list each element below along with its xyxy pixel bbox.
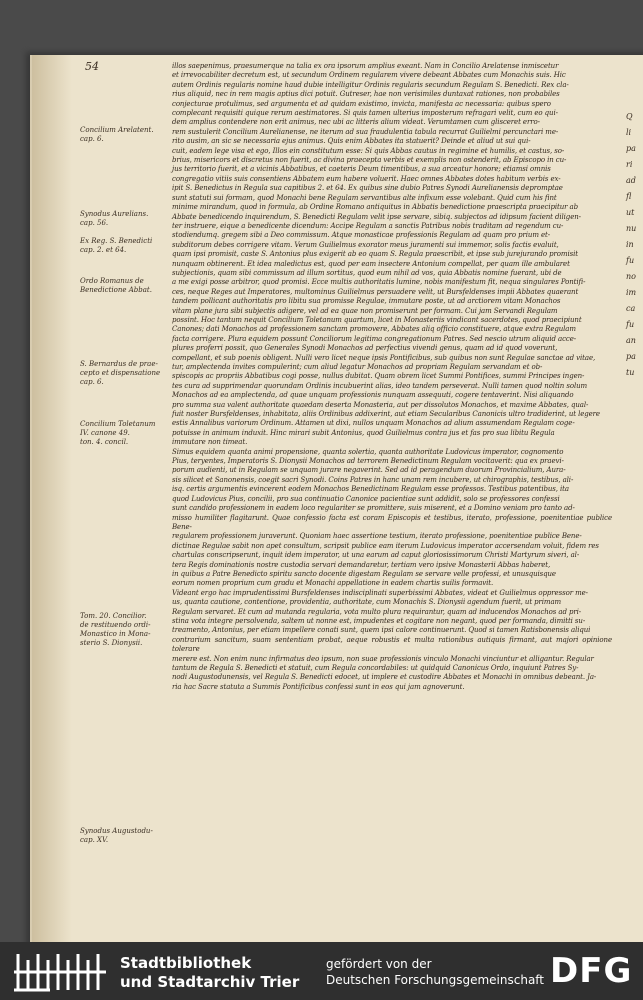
next-page-letters: no bbox=[626, 272, 636, 281]
next-page-letters: in bbox=[626, 240, 634, 249]
next-page-letters: ad bbox=[626, 176, 636, 185]
next-page-letters: fl bbox=[626, 192, 632, 201]
marginal-note: Ex Reg. S. Benedicti cap. 2. et 64. bbox=[80, 237, 153, 254]
next-page-letters: fu bbox=[626, 256, 635, 265]
footer-banner bbox=[0, 942, 643, 1000]
page-body-text: illos saepenimus, praesumerque na talia ex ora ipsorum amplius exeant. Nam in Concilio Arelatense inmiscetur et irrevocabiliter decretum est, ut secundum Ordinem regularem vivere debeant Abbates cum Monachis suis. Hic autem Ordinis regularis nomine haud dubie intelligitur Ordinis regularis secundum Regulam S. Benedicti. Rex cla- rius aliquid, nec in rem magis aptius dici potuit. Gutreser, hae non verisimiles duntaxat rationes, non probabiles conjecturae protulimus, sed argumenta et ad quidam existimo, invicta, manifesta ac necessaria: quibus spero complecant requisiti quique rerum aestimatores. Si quis tamen ulterius imposterum refragari velit, cum eo qui- dem amplius contendere non erit animus, nec ubi ac litteris alium videat. Verumtamen cum glisceret erro- rem sustulerit Concilium Aurelianense, ne iterum ad sua fraudulentia tabula recurrat Guilielmi percunctari me- rito ausim, an sic se necessaria ejus animus. Quis enim Abbates ita statuerit? Deinde et aliud ut sui qui- cuit, eadem lege visa et ego, Illos ein constitutum esse: Si quis Abbas cautus in regimine et humilis, et castus, so- brius, misericors et discretus non fuerit, ac divina praecepta verbis et exemplis non ostenderit, ab Episcopo in cu- jus territorio fuerit, et a vicinis Abbatibus, et caeteris Deum timentibus, a sua arceatur honore; etiamsi omnis congregatio vitiis suis consentiens Abbatem eum habere voluerit. Haec omnes Abbates dotes habitum verbis ex- ipit S. Benedictus in Regula sua capitibus 2. et 64. Ex quibus sine dubio Patres Synodi Aurelianensis depromptae sunt statuti sui formam, quod Monachi bene Regulam servantibus alte infixum esse volebant. Quid cum his fint minime mirandum, quod in formula, ab Ordine Romano antiquitus in Abbatis benedictione praescripta praecipitur ab Abbate benedicendo inquirendum, S. Benedicti Regulam velit ipse servare, sibiq. subjectos ad idipsum facient diligen- ter instruere, eique a benedicente dicendum: Accipe Regulam a sanctis Patribus nobis traditam ad regendum cu- stodiendumq. gregem sibi a Deo commissum. Atque monasticae professionis Regulam ad quam pro prium et- subditorum debes corrigere vitam. Verum Guilielmus exorator meus juramenti sui immemor, solis factis evaluit, quam ipsi promisit, caste S. Antonius plus exigerit ab eo quam S. Regula praescribit, et ipse sub jurejurando promisit nunquam obtinerent. Et idea maledictus est, quod per eam insectere Antonium compellat, per quam ille ambularet subjectionis, quam sibi commissum ad illum sortitus, quod eum nihil ad vos, quia Abbatis nomine fuerant, ubi de a me exigi posse arbitror, quod promisi. Ecce multis authoritatis lumine, nobis manifestum fit, nequa singulares Pontifi- ces, neque Reges aut Imperatores, multominus Guilielmus persuadere velit, ut Bursfeldenses impii Abbates quaerant tandem pollicant authoritatis pro libitu sua promisse Regulae, immutare poste, ut ad arctiorem vitam Monachos vitam plane jura sibi subjectis adigere, vel ad ea quae non promiserunt per formam. Cui jam Servandi Regulam possint. Hoc tantum nequit Concilium Toletanum quartum, licet in Monasteriis vindicant sacerdotes, quod praecipiunt Canones; dati Monachos ad professionem sanctam promovere, Abbates aliq officio constituere, atque extra Regulam facta corrigere. Plura equidem possunt Conciliorum legitima congregationum Patres. Sed nescio utrum aliquid acce- plures proferri possit, quo Generales Synodi Monachos ad perfectius vivendi genus, quam ad id quod voverunt, compellant, et sub poenis obligent. Nulli vero licet neque ipsis Pontificibus, sub quibus non sunt Regulae sanctae ad vitae, tur, amplectenda invites compulerint; cum aliud legatur Monachos ad propriam Regulam servandam et ob- spiscopis ac propriis Abbatibus cogi posse, nullus dubitat. Quam obrem licet Summi Pontifices, summi Principes ingen- tes cura ad supprimendar quorundam Ordinis incubuerint alias, ideo tandem perseverat. Nulli tamen quod noltin solum Monachos ad ea amplectenda, ad quae unquam professionis nunquam assequuti, cogere tentaverint. Nisi aliquando pro summa sua valent authoritate quaedam deserta Monasteria, aut per dissolutos Monachos, et maxime Abbates, qual- fuit noster Bursfeldenses, inhabitata, aliis Ordinibus addixerint, aut etiam Secularibus Canonicis ultro tradiderint, ut legere estis Annalibus variorum Ordinum. Attamen ut dixi, nullos unquam Monachos ad alium assumendam Regulam coge- potuisse in animum induxit. Hinc mirari subit Antonius, quod Guilielmus contra jus et fas pro sua libitu Regula immutare non timeat. Simus equidem quanta animi propensione, quanta solertia, quanta authoritate Ludovicus imperator, cognomento Pius, teryentes, Imperatoris S. Dionysii Monachos ad terrorem Benedictinum Regulam vocitaverit: qua ex praevi- porum audienti, ut in Regulam se unquam jurare negaverint. Sed ad id peragendum duorum Provincialium, Aura- sis silicet et Sanonensis, coegit sacri Synodi. Coins Patres in hanc unam rem incubere, ut chirographis, testibus, ali- isq. certis argumentis evincerent eodem Monachos Benedictinam Regulam esse professos. Testibus patentibus, ita quod Ludovicus Pius, concilii, pro sua continuatio Canonice pacientiae sunt addidit, solo se professores confessi sunt candido professionem in eadem loco regulariter se promittere, suis miserent, et a Domino veniam pro tanto ad- misso humiliter flagitarunt. Quae confessio facta est coram Episcopis et testibus, iterato, professione, poenitentiae publice Bene- regularem professionem juraverunt. Quoniam haec assertione testium, iterato professione, poenitentiae publice Bene- dictinae Regulae sabit non apet consultum, scripsit publice eam iterum Ludovicus imperator accersendam voluit, fidem res chartulas conscripserunt, inquit idem imperator, ut una earum ad caput gloriosissimorum Christi Martyrum siveri, al- tera Regis dominationis nostre custodia servari demandaretur, tertiam vero ipsive Monasterii Abbas haberet, in quibus a Patre Benedicto spiritu sancto docente digestam Regulam se servare velle professi, et unusquisque eorum nomen proprium cum gradu et Monachi appellatione in eadem chartis suilis formavit. Videant ergo hac imprudentissimi Bursfeldenses indisciplinati superbissimi Abbates, videat et Guilielmus oppressor me- us, quanta cautione, contentione, providentia, authoritate, cum Monachis S. Dionysii agendum fuerit, ut primam Regulam servaret. Et cum ad mutanda regularia, vota multo plura requirantur, quam ad inducendos Monachos ad pri- stina vota integre persolvenda, saltem ut nonne est, impudentes et cogitare non negant, quod per formanda, dimitti su- treamento, Antonius, per etiam impellere conati sunt, quem ipsi calore continuerunt. Quod si tamen Ratisbonensis aliqui contrarium sancitum, suam sententiam probat, aeque robustis et multa rationibus autiquis firmant, aut majori opinione tolerare merere est. Non enim nunc infirmatus deo ipsum, non suae professionis vinculo Monachi vinciuntur et alligantur. Regular tantum de Regula S. Benedicti et statuit, cum Regula concordabiles: ut quidquid Canonicus Ordo, inquiunt Patres Sy- nodi Augustodunensis, vel Regula S. Benedicti edocet, ut implere et custodire Abbates et Monachi in omnibus debeant. Ja- ria hac Sacre statuta a Summis Pontificibus confessi sunt in eos qui jam agnoverunt. bbox=[172, 62, 612, 691]
marginal-note: Tom. 20. Concilior. de restituendo ordi- Monastico in Mona- sterio S. Dionysii. bbox=[80, 612, 151, 647]
next-page-letters: Q bbox=[626, 112, 633, 121]
dfg-logo: DFG bbox=[550, 951, 633, 991]
marginal-note: Concilium Arelatent. cap. 6. bbox=[80, 126, 154, 143]
marginal-note: Ordo Romanus de Benedictione Abbat. bbox=[80, 277, 152, 294]
library-name-line2: und Stadtarchiv Trier bbox=[120, 973, 300, 991]
library-name-line1: Stadtbibliothek bbox=[120, 954, 252, 972]
next-page-letters: li bbox=[626, 128, 632, 137]
marginal-note: Concilium Toletanum IV. canone 49. ton. 4. concil. bbox=[80, 420, 156, 446]
marginal-note: Synodus Augustodu- cap. XV. bbox=[80, 827, 153, 844]
marginal-note: S. Bernardus de prae- cepto et dispensatione cap. 6. bbox=[80, 360, 161, 386]
marginal-note: Synodus Aurelians. cap. 56. bbox=[80, 210, 149, 227]
next-page-letters: an bbox=[626, 336, 636, 345]
trier-library-logo-icon bbox=[10, 950, 110, 992]
next-page-letters: ca bbox=[626, 304, 636, 313]
next-page-letters: ri bbox=[626, 160, 633, 169]
next-page-letters: im bbox=[626, 288, 637, 297]
next-page-letters: tu bbox=[626, 368, 635, 377]
funder-text-line2: Deutschen Forschungsgemeinschaft bbox=[326, 973, 545, 987]
page-number: 54 bbox=[85, 60, 99, 73]
next-page-letters: pa bbox=[626, 144, 636, 153]
next-page-letters: pa bbox=[626, 352, 636, 361]
next-page-letters: fu bbox=[626, 320, 635, 329]
funder-text-line1: gefördert von der bbox=[326, 957, 432, 971]
next-page-letters: ut bbox=[626, 208, 635, 217]
next-page-letters: nu bbox=[626, 224, 637, 233]
